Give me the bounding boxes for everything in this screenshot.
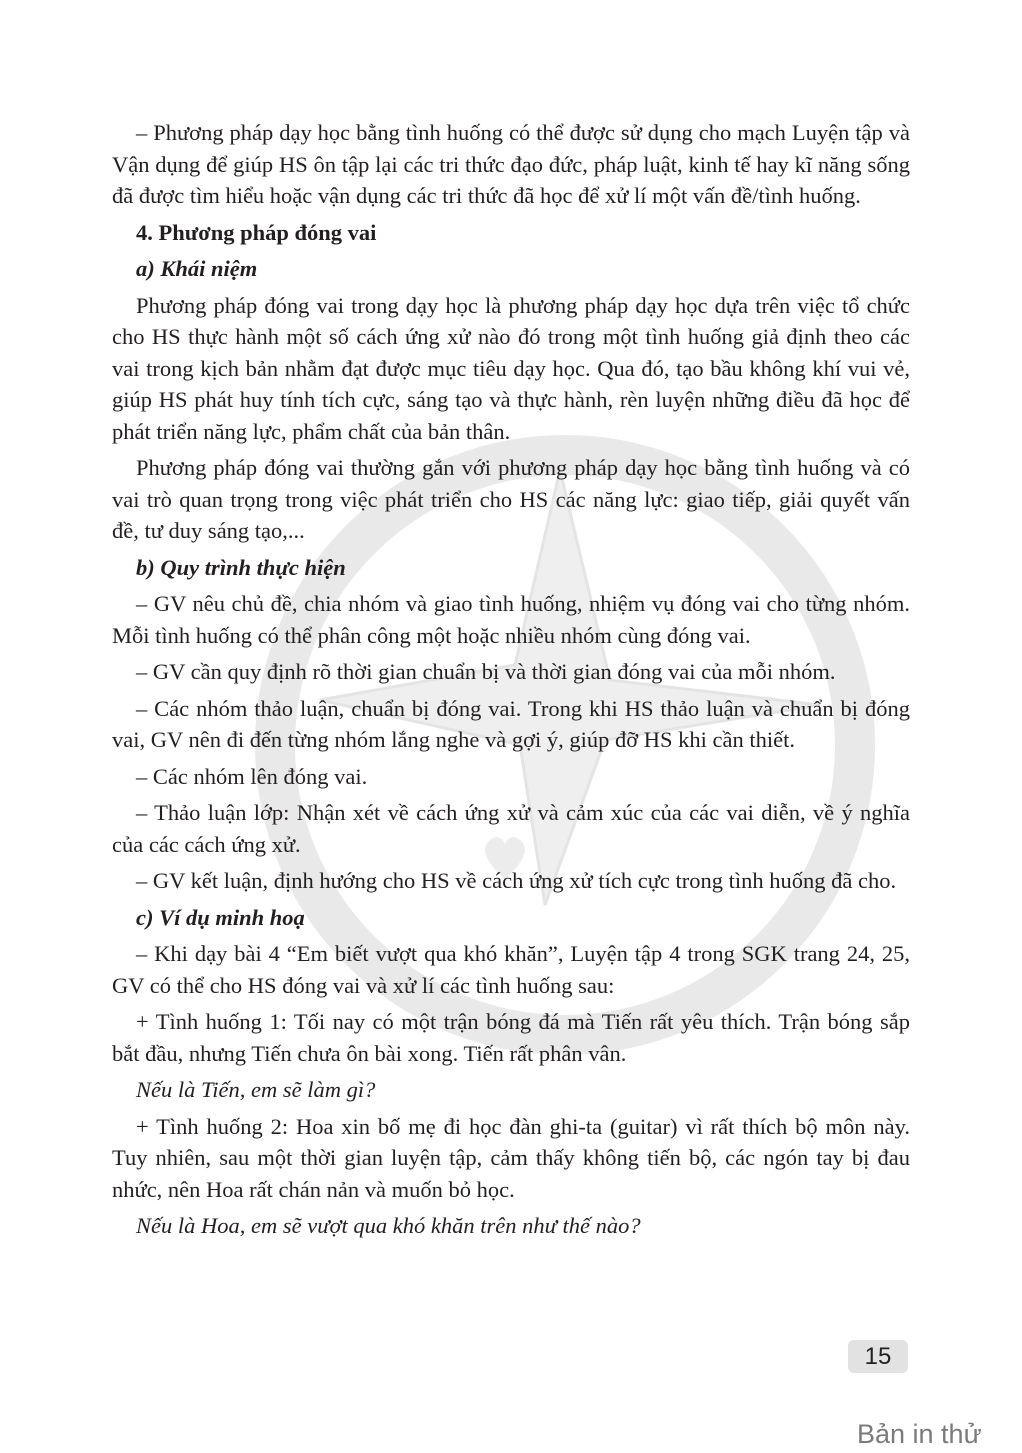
concept-paragraph: Phương pháp đóng vai thường gắn với phương pháp dạy học bằng tình huống và có vai trò quan trọng trong việc phát triển cho HS các năng lực: giao tiếp, giải quyết vấn đề, tư duy sáng tạo,... (112, 455, 910, 543)
subheading-procedure: b) Quy trình thực hiện (136, 554, 346, 580)
procedure-step: – GV cần quy định rõ thời gian chuẩn bị và thời gian đóng vai của mỗi nhóm. (136, 659, 836, 684)
page-number: 15 (848, 1340, 908, 1373)
procedure-step: – Thảo luận lớp: Nhận xét về cách ứng xử và cảm xúc của các vai diễn, về ý nghĩa của các cách ứng xử. (112, 800, 910, 857)
page-content (112, 117, 910, 1247)
situation-text: + Tình huống 2: Hoa xin bố mẹ đi học đàn ghi-ta (guitar) vì rất thích bộ môn này. Tuy nhiên, sau một thời gian luyện tập, cảm thấy không tiến bộ, các ngón tay bị đau nhức, nên Hoa rất chán nản và muốn bỏ học. (112, 1113, 910, 1202)
procedure-step: – GV kết luận, định hướng cho HS về cách ứng xử tích cực trong tình huống đã cho. (136, 868, 897, 893)
subheading-concept: a) Khái niệm (136, 256, 258, 281)
procedure-step: – Các nhóm thảo luận, chuẩn bị đóng vai. Trong khi HS thảo luận và chuẩn bị đóng vai, GV nên đi đến từng nhóm lắng nghe và gợi ý, giúp đỡ HS khi cần thiết. (112, 695, 910, 752)
example-intro: – Khi dạy bài 4 “Em biết vượt qua khó khăn”, Luyện tập 4 trong SGK trang 24, 25, GV có thể cho HS đóng vai và xử lí các tình huống sau: (112, 941, 910, 998)
procedure-step: – GV nêu chủ đề, chia nhóm và giao tình huống, nhiệm vụ đóng vai cho từng nhóm. Mỗi tình huống có thể phân công một hoặc nhiều nhóm cùng đóng vai. (112, 591, 910, 648)
procedure-step: – Các nhóm lên đóng vai. (136, 763, 368, 789)
section-heading: 4. Phương pháp đóng vai (136, 219, 377, 245)
situation-text: + Tình huống 1: Tối nay có một trận bóng đá mà Tiến rất yêu thích. Trận bóng sắp bắt đầu, nhưng Tiến chưa ôn bài xong. Tiến rất phân vân. (112, 1009, 910, 1066)
situation-question: Nếu là Hoa, em sẽ vượt qua khó khăn trên như thế nào? (136, 1213, 641, 1238)
concept-paragraph: Phương pháp đóng vai trong dạy học là phương pháp dạy học dựa trên việc tổ chức cho HS thực hành một số cách ứng xử nào đó trong một tình huống giả định theo các vai trong kịch bản nhằm đạt được mục tiêu dạy học. Qua đó, tạo bầu không khí vui vẻ, giúp HS phát huy tính tích cực, sáng tạo và thực hành, rèn luyện những điều đã học để phát triển năng lực, phẩm chất của bản thân. (112, 292, 910, 444)
subheading-example: c) Ví dụ minh hoạ (136, 904, 305, 930)
intro-paragraph: – Phương pháp dạy học bằng tình huống có thể được sử dụng cho mạch Luyện tập và Vận dụng để giúp HS ôn tập lại các tri thức đạo đức, pháp luật, kinh tế hay kĩ năng sống đã được tìm hiểu hoặc vận dụng các tri thức đã học để xử lí một vấn đề/tình huống. (112, 120, 910, 208)
proof-print-label: Bản in thử (857, 1419, 982, 1449)
situation-question: Nếu là Tiến, em sẽ làm gì? (136, 1077, 376, 1102)
